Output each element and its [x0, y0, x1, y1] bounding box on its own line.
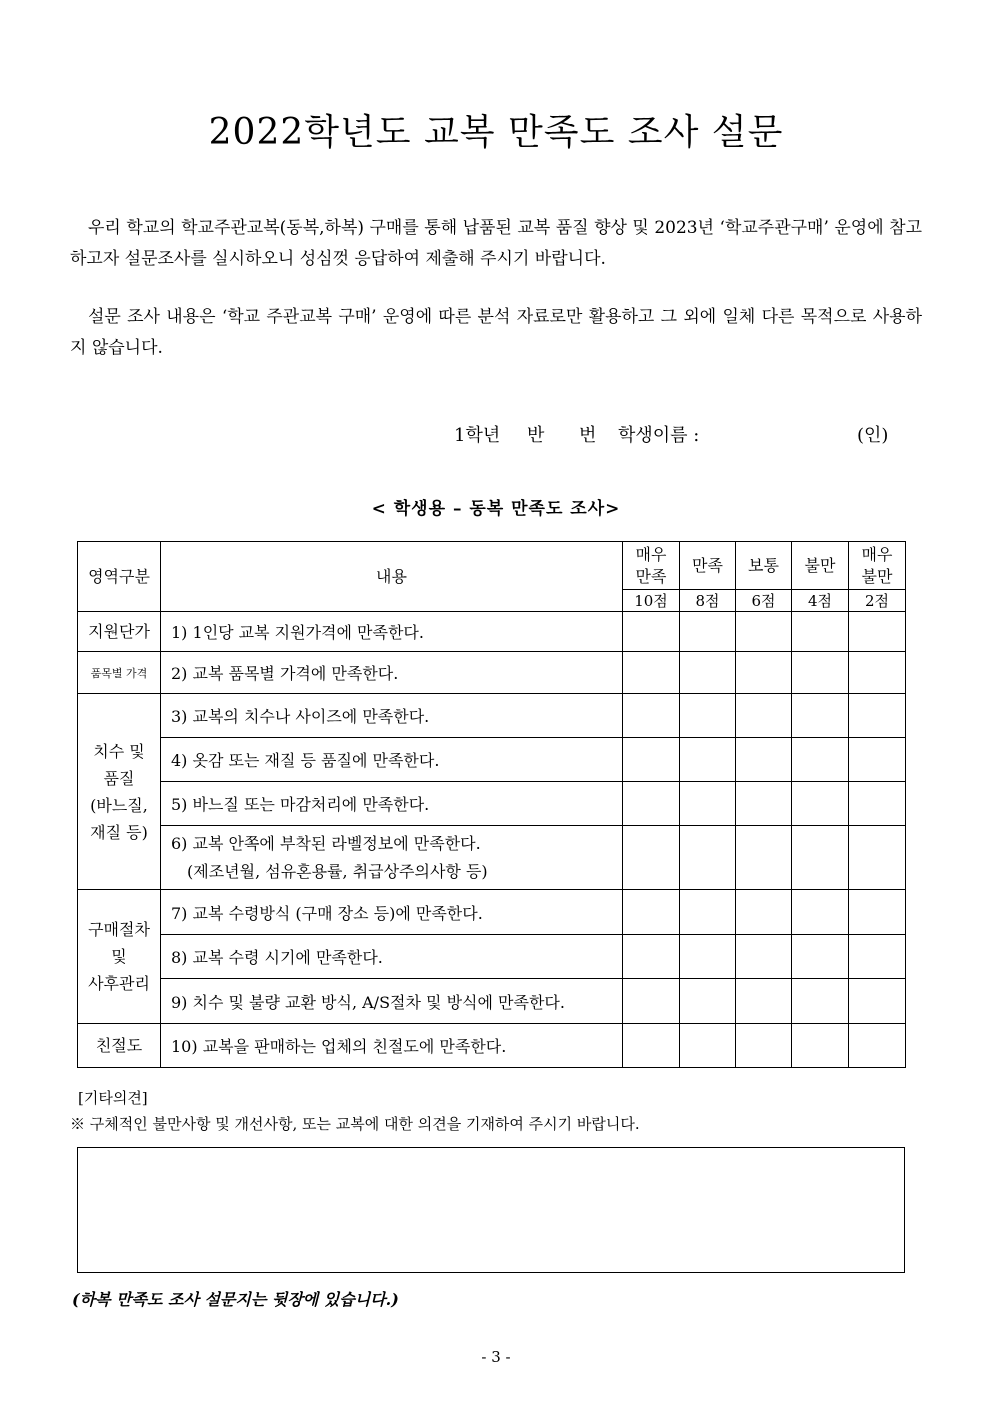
item-1: 1) 1인당 교복 지원가격에 만족한다.	[161, 612, 623, 652]
answer-cell[interactable]	[736, 826, 792, 890]
score-4: 4점	[792, 590, 849, 612]
answer-cell[interactable]	[849, 652, 906, 694]
answer-cell[interactable]	[680, 738, 736, 782]
score-8: 8점	[680, 590, 736, 612]
table-row	[78, 890, 906, 935]
table-row	[78, 612, 906, 652]
answer-cell[interactable]	[680, 782, 736, 826]
answer-cell[interactable]	[792, 935, 849, 979]
answer-cell[interactable]	[736, 694, 792, 738]
table-header-row	[78, 542, 906, 590]
answer-cell[interactable]	[623, 652, 680, 694]
answer-cell[interactable]	[623, 782, 680, 826]
intro-paragraph-2: 설문 조사 내용은 ‘학교 주관교복 구매’ 운영에 따른 분석 자료로만 활용하고 그 외에 일체 다른 목적으로 사용하지 않습니다.	[70, 307, 922, 358]
item-3: 3) 교복의 치수나 사이즈에 만족한다.	[161, 694, 623, 738]
header-dissatisfied: 불만	[792, 542, 849, 590]
answer-cell[interactable]	[623, 612, 680, 652]
table-row	[78, 935, 906, 979]
header-content: 내용	[161, 542, 623, 612]
answer-cell[interactable]	[736, 612, 792, 652]
answer-cell[interactable]	[849, 890, 906, 935]
header-category: 영역구분	[78, 542, 161, 612]
item-5: 5) 바느질 또는 마감처리에 만족한다.	[161, 782, 623, 826]
answer-cell[interactable]	[849, 694, 906, 738]
table-row	[78, 1024, 906, 1068]
item-10: 10) 교복을 판매하는 업체의 친절도에 만족한다.	[161, 1024, 623, 1068]
answer-cell[interactable]	[623, 694, 680, 738]
answer-cell[interactable]	[849, 782, 906, 826]
answer-cell[interactable]	[680, 979, 736, 1024]
category-price: 품목별 가격	[78, 652, 161, 694]
answer-cell[interactable]	[680, 652, 736, 694]
score-6: 6점	[736, 590, 792, 612]
category-kindness: 친절도	[78, 1024, 161, 1068]
section-title: < 학생용 – 동복 만족도 조사>	[371, 499, 621, 519]
header-very-dissatisfied: 매우 불만	[849, 542, 906, 590]
header-neutral: 보통	[736, 542, 792, 590]
student-grade: 1학년	[454, 425, 501, 446]
answer-cell[interactable]	[736, 738, 792, 782]
table-row	[78, 782, 906, 826]
category-purchase: 구매절차 및 사후관리	[78, 890, 161, 1024]
category-quality: 치수 및 품질 (바느질, 재질 등)	[78, 694, 161, 890]
score-10: 10점	[623, 590, 680, 612]
answer-cell[interactable]	[792, 612, 849, 652]
answer-cell[interactable]	[849, 935, 906, 979]
score-2: 2점	[849, 590, 906, 612]
answer-cell[interactable]	[792, 782, 849, 826]
etc-note: ※ 구체적인 불만사항 및 개선사항, 또는 교복에 대한 의견을 기재하여 주시기 바랍니다.	[70, 1115, 640, 1133]
item-6: 6) 교복 안쪽에 부착된 라벨정보에 만족한다. (제조년월, 섬유혼용률, 취급상주의사항 등)	[161, 826, 623, 890]
answer-cell[interactable]	[623, 979, 680, 1024]
answer-cell[interactable]	[736, 652, 792, 694]
answer-cell[interactable]	[849, 1024, 906, 1068]
header-satisfied: 만족	[680, 542, 736, 590]
answer-cell[interactable]	[623, 890, 680, 935]
student-number: 번	[579, 425, 597, 446]
answer-cell[interactable]	[792, 826, 849, 890]
answer-cell[interactable]	[792, 979, 849, 1024]
answer-cell[interactable]	[849, 979, 906, 1024]
answer-cell[interactable]	[736, 979, 792, 1024]
answer-cell[interactable]	[680, 826, 736, 890]
table-row	[78, 826, 906, 890]
item-7: 7) 교복 수령방식 (구매 장소 등)에 만족한다.	[161, 890, 623, 935]
student-class: 반	[527, 425, 545, 446]
answer-cell[interactable]	[736, 890, 792, 935]
item-8: 8) 교복 수령 시기에 만족한다.	[161, 935, 623, 979]
answer-cell[interactable]	[849, 738, 906, 782]
answer-cell[interactable]	[623, 826, 680, 890]
table-row	[78, 694, 906, 738]
answer-cell[interactable]	[623, 738, 680, 782]
table-row	[78, 738, 906, 782]
answer-cell[interactable]	[623, 935, 680, 979]
item-4: 4) 옷감 또는 재질 등 품질에 만족한다.	[161, 738, 623, 782]
answer-cell[interactable]	[680, 1024, 736, 1068]
table-row	[78, 979, 906, 1024]
page-title: 2022학년도 교복 만족도 조사 설문	[208, 112, 784, 153]
answer-cell[interactable]	[736, 782, 792, 826]
answer-cell[interactable]	[623, 1024, 680, 1068]
opinion-box[interactable]	[77, 1147, 905, 1273]
answer-cell[interactable]	[849, 826, 906, 890]
header-very-satisfied: 매우 만족	[623, 542, 680, 590]
answer-cell[interactable]	[792, 890, 849, 935]
student-name-label: 학생이름 :	[618, 425, 700, 446]
answer-cell[interactable]	[680, 612, 736, 652]
etc-label: [기타의견]	[78, 1089, 148, 1107]
category-support: 지원단가	[78, 612, 161, 652]
footer-note: (하복 만족도 조사 설문지는 뒷장에 있습니다.)	[72, 1290, 399, 1309]
answer-cell[interactable]	[792, 738, 849, 782]
student-info-line	[454, 421, 894, 451]
answer-cell[interactable]	[792, 694, 849, 738]
answer-cell[interactable]	[680, 935, 736, 979]
answer-cell[interactable]	[849, 612, 906, 652]
item-2: 2) 교복 품목별 가격에 만족한다.	[161, 652, 623, 694]
answer-cell[interactable]	[680, 694, 736, 738]
page-number: - 3 -	[481, 1348, 511, 1366]
satisfaction-table	[77, 541, 906, 1068]
intro-paragraph-1: 우리 학교의 학교주관교복(동복,하복) 구매를 통해 납품된 교복 품질 향상 및 2023년 ‘학교주관구매’ 운영에 참고하고자 설문조사를 실시하오니 성심껏 응답하여 제출해 주시기 바랍니다.	[70, 218, 922, 269]
answer-cell[interactable]	[792, 652, 849, 694]
answer-cell[interactable]	[736, 1024, 792, 1068]
answer-cell[interactable]	[680, 890, 736, 935]
table-row	[78, 652, 906, 694]
student-seal: (인)	[857, 425, 889, 446]
answer-cell[interactable]	[792, 1024, 849, 1068]
answer-cell[interactable]	[736, 935, 792, 979]
item-9: 9) 치수 및 불량 교환 방식, A/S절차 및 방식에 만족한다.	[161, 979, 623, 1024]
